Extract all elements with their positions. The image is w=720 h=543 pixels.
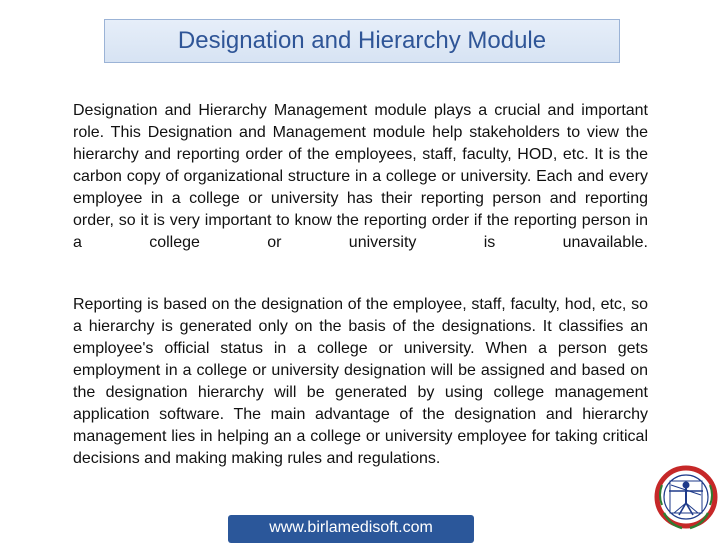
vitruvian-man-logo-icon: [652, 455, 720, 540]
website-link[interactable]: www.birlamedisoft.com: [269, 519, 433, 536]
paragraph-intro: Designation and Hierarchy Management module plays a crucial and important role. This Designation and Management module help stakeholders to view the hierarchy and reporting order of the employees, staff, faculty, HOD, etc. It is the carbon copy of organizational structure in a college or university. Each and every employee in a college or university has their reporting person and reporting order, so it is very important to know the reporting order if the reporting person in a college or university is unavailable.: [73, 102, 648, 251]
paragraph-reporting: Reporting is based on the designation of the employee, staff, faculty, hod, etc, so a hierarchy is generated only on the basis of the designations. It classifies an employee's official status in a college or university. When a person gets employment in a college or university designation will be assigned and based on the designation hierarchy will be generated by using college management application software. The main advantage of the designation and hierarchy management lies in helping an a college or university employee for taking critical decisions and making making rules and regulations.: [73, 296, 648, 467]
page-title: Designation and Hierarchy Module: [177, 27, 547, 54]
title-banner: [104, 19, 620, 63]
website-banner[interactable]: [228, 515, 474, 543]
